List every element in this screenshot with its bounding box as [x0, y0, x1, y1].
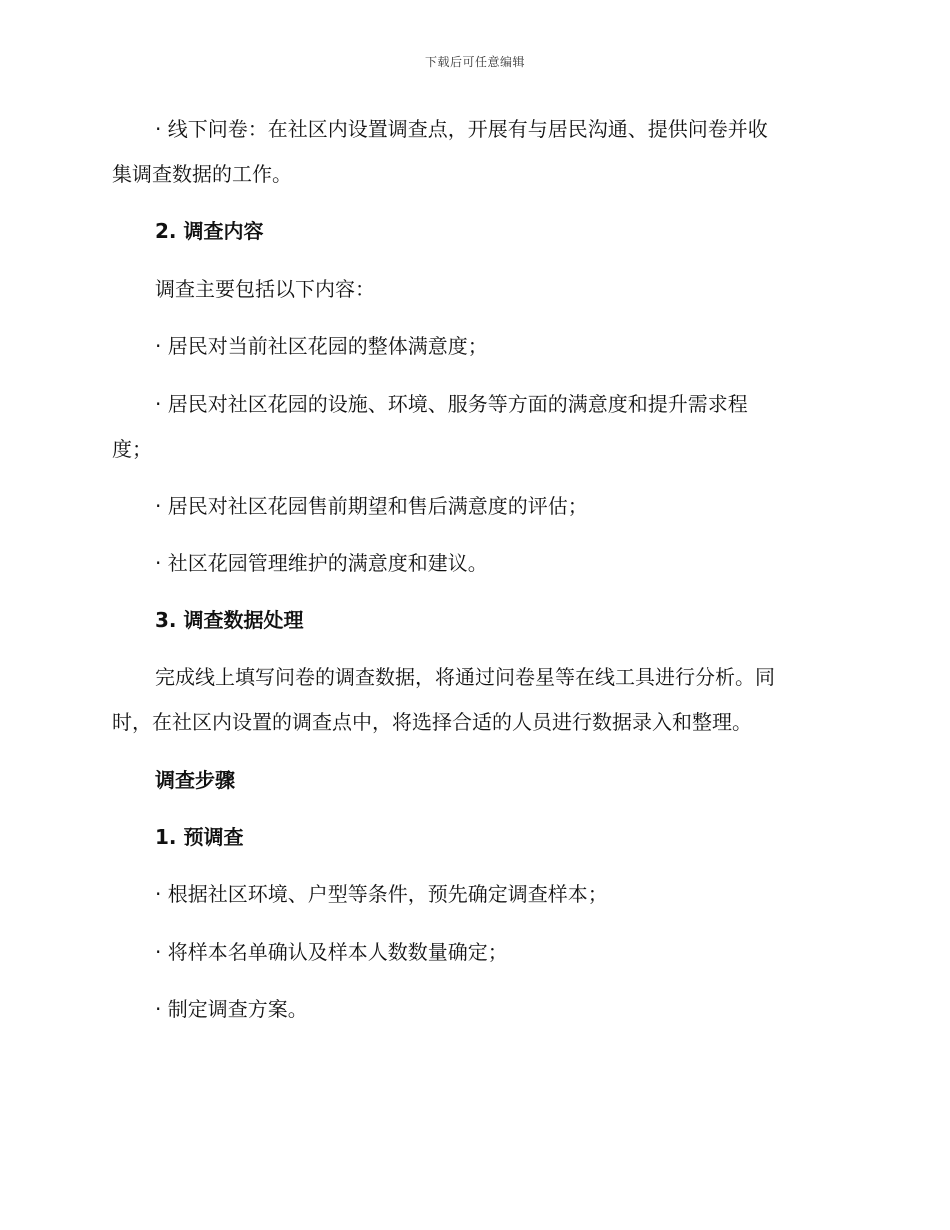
- bullet-survey-plan: · 制定调查方案。: [155, 997, 308, 1021]
- page-header: 下载后可任意编辑: [424, 55, 525, 69]
- section-heading-survey-steps: 调查步骤: [155, 768, 235, 792]
- section-heading-pre-survey: 1. 预调查: [155, 825, 244, 849]
- paragraph-intro: 调查主要包括以下内容：: [155, 277, 375, 301]
- bullet-maintenance-satisfaction: · 社区花园管理维护的满意度和建议。: [155, 551, 488, 575]
- bullet-offline-survey-cont: 集调查数据的工作。: [112, 162, 292, 186]
- paragraph-data-processing-cont: 时，在社区内设置的调查点中，将选择合适的人员进行数据录入和整理。: [112, 710, 752, 734]
- bullet-determine-sample: · 根据社区环境、户型等条件，预先确定调查样本；: [155, 882, 608, 906]
- bullet-facility-satisfaction-cont: 度；: [112, 437, 152, 461]
- bullet-offline-survey: · 线下问卷：在社区内设置调查点，开展有与居民沟通、提供问卷并收: [155, 117, 768, 141]
- bullet-facility-satisfaction: · 居民对社区花园的设施、环境、服务等方面的满意度和提升需求程: [155, 392, 748, 416]
- bullet-expectation-evaluation: · 居民对社区花园售前期望和售后满意度的评估；: [155, 494, 588, 518]
- paragraph-data-processing: 完成线上填写问卷的调查数据，将通过问卷星等在线工具进行分析。同: [155, 665, 775, 689]
- bullet-overall-satisfaction: · 居民对当前社区花园的整体满意度；: [155, 334, 488, 358]
- section-heading-data-processing: 3. 调查数据处理: [155, 608, 304, 632]
- section-heading-survey-content: 2. 调查内容: [155, 219, 264, 243]
- bullet-confirm-sample-list: · 将样本名单确认及样本人数数量确定；: [155, 940, 508, 964]
